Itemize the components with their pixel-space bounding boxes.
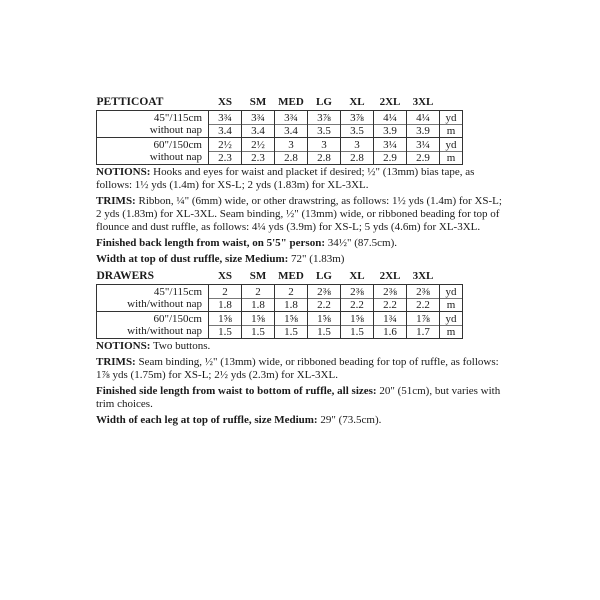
yardage-cell: 3¾ (275, 111, 308, 125)
yardage-cell: 1⅝ (308, 312, 341, 326)
size-header: SM (249, 270, 267, 282)
meter-cell: 3.4 (209, 125, 242, 138)
yardage-cell: 2⅜ (308, 285, 341, 299)
drawers-width (96, 414, 506, 427)
meter-cell: 2.8 (341, 152, 374, 165)
yardage-cell: 2 (209, 285, 242, 299)
size-header: MED (278, 270, 304, 282)
meter-cell: 1.7 (407, 326, 440, 339)
meter-cell: 2.9 (374, 152, 407, 165)
size-header: LG (316, 270, 332, 282)
trims-label: TRIMS: (96, 356, 136, 368)
width-label: Width of each leg at top of ruffle, size Medium: (96, 414, 318, 426)
fabric-width-label: 45"/115cm (97, 285, 209, 299)
length-text: 34½" (87.5cm). (324, 237, 397, 249)
meter-cell: 1.8 (209, 299, 242, 312)
yardage-cell: 1⅝ (341, 312, 374, 326)
yardage-cell: 3¾ (242, 111, 275, 125)
table-row (97, 152, 463, 165)
length-label: Finished back length from waist, on 5'5" person: (96, 237, 325, 249)
yardage-cell: 2⅜ (341, 285, 374, 299)
meter-cell: 2.3 (242, 152, 275, 165)
meter-cell: 2.2 (374, 299, 407, 312)
notions-label: NOTIONS: (96, 166, 151, 178)
fabric-width-label: 60"/150cm (97, 138, 209, 152)
notions-text: Hooks and eyes for waist and placket if desired; ½" (13mm) bias tape, as follows: 1½ yds (1.4m) for XS-L; 2 yds (1.83m) for XL-3XL. (96, 166, 475, 191)
yardage-cell: 1¾ (374, 312, 407, 326)
yardage-cell: 4¼ (407, 111, 440, 125)
trims-text: Seam binding, ½" (13mm) wide, or ribboned beading for top of ruffle, as follows: 1⅞ yds (1.75m) for XS-L; 2½ yds (2.3m) for XL-3XL. (96, 356, 499, 381)
drawers-title: DRAWERS (96, 270, 155, 282)
size-header: 2XL (379, 270, 401, 282)
table-row (97, 125, 463, 138)
fabric-width-label: 45"/115cm (97, 111, 209, 125)
unit-label: yd (440, 111, 463, 125)
petticoat-trims (96, 195, 506, 234)
meter-cell: 3.4 (275, 125, 308, 138)
trims-label: TRIMS: (96, 195, 136, 207)
nap-label: with/without nap (97, 299, 209, 312)
drawers-notions (96, 340, 506, 353)
drawers-length (96, 385, 506, 411)
drawers-trims (96, 356, 506, 382)
unit-label: m (440, 152, 463, 165)
fabric-width-label: 60"/150cm (97, 312, 209, 326)
length-text: 20" (51cm), but varies with trim choices. (96, 385, 501, 410)
petticoat-table (96, 95, 463, 165)
meter-cell: 2.2 (407, 299, 440, 312)
nap-label: without nap (97, 125, 209, 138)
meter-cell: 2.8 (275, 152, 308, 165)
size-header: XS (217, 96, 233, 108)
yardage-cell: 1⅝ (209, 312, 242, 326)
yardage-cell: 3⅞ (341, 111, 374, 125)
nap-label: with/without nap (97, 326, 209, 339)
meter-cell: 1.5 (341, 326, 374, 339)
size-header: XS (217, 270, 233, 282)
table-row (97, 312, 463, 326)
table-row (97, 111, 463, 125)
meter-cell: 1.5 (308, 326, 341, 339)
meter-cell: 2.2 (308, 299, 341, 312)
size-header: LG (316, 96, 332, 108)
meter-cell: 1.8 (242, 299, 275, 312)
petticoat-width (96, 253, 506, 266)
yardage-cell: 3¼ (374, 138, 407, 152)
unit-label: yd (440, 138, 463, 152)
petticoat-length (96, 237, 506, 250)
meter-cell: 3.5 (341, 125, 374, 138)
yardage-cell: 3⅞ (308, 111, 341, 125)
table-row (97, 326, 463, 339)
meter-cell: 2.3 (209, 152, 242, 165)
meter-cell: 1.8 (275, 299, 308, 312)
petticoat-title: PETTICOAT (96, 96, 164, 108)
table-row (97, 299, 463, 312)
size-header: SM (249, 96, 267, 108)
yardage-cell: 1⅝ (275, 312, 308, 326)
petticoat-header-row (97, 95, 463, 111)
yardage-cell: 4¼ (374, 111, 407, 125)
unit-label: m (440, 125, 463, 138)
width-text: 72" (1.83m) (288, 253, 345, 265)
table-row (97, 138, 463, 152)
yardage-cell: 1⅝ (242, 312, 275, 326)
yardage-cell: 3 (308, 138, 341, 152)
unit-label: yd (440, 285, 463, 299)
yardage-cell: 3 (341, 138, 374, 152)
table-row (97, 285, 463, 299)
length-label: Finished side length from waist to bottom of ruffle, all sizes: (96, 385, 377, 397)
drawers-table (96, 269, 463, 339)
unit-label: m (440, 326, 463, 339)
meter-cell: 1.5 (275, 326, 308, 339)
yardage-cell: 1⅞ (407, 312, 440, 326)
meter-cell: 2.8 (308, 152, 341, 165)
nap-label: without nap (97, 152, 209, 165)
meter-cell: 3.9 (374, 125, 407, 138)
meter-cell: 3.9 (407, 125, 440, 138)
size-header: XL (349, 270, 365, 282)
unit-label: m (440, 299, 463, 312)
yardage-cell: 2⅜ (407, 285, 440, 299)
width-text: 29" (73.5cm). (317, 414, 382, 426)
meter-cell: 2.2 (341, 299, 374, 312)
yardage-cell: 2 (275, 285, 308, 299)
yardage-cell: 2⅜ (374, 285, 407, 299)
unit-label: yd (440, 312, 463, 326)
size-header: 3XL (412, 270, 434, 282)
meter-cell: 1.6 (374, 326, 407, 339)
meter-cell: 1.5 (209, 326, 242, 339)
meter-cell: 1.5 (242, 326, 275, 339)
yardage-cell: 3¼ (407, 138, 440, 152)
yardage-cell: 3¾ (209, 111, 242, 125)
meter-cell: 3.5 (308, 125, 341, 138)
size-header: 3XL (412, 96, 434, 108)
yardage-cell: 2½ (209, 138, 242, 152)
notions-text: Two buttons. (150, 340, 211, 352)
yardage-cell: 2½ (242, 138, 275, 152)
meter-cell: 3.4 (242, 125, 275, 138)
size-header: MED (278, 96, 304, 108)
petticoat-notions (96, 166, 506, 192)
meter-cell: 2.9 (407, 152, 440, 165)
width-label: Width at top of dust ruffle, size Medium: (96, 253, 289, 265)
yardage-cell: 3 (275, 138, 308, 152)
notions-label: NOTIONS: (96, 340, 151, 352)
drawers-header-row (97, 269, 463, 285)
size-header: 2XL (379, 96, 401, 108)
trims-text: Ribbon, ¼" (6mm) wide, or other drawstring, as follows: 1½ yds (1.4m) for XS-L; 2 yds (1.83m) for XL-3XL. Seam binding, ½" (13mm) wide, or ribboned beading for top of flounce and dust ruffle, as follows: 4¼ yds (3.9m) for XS-L; 5 yds (4.6m) for XL-3XL. (96, 195, 502, 233)
yardage-cell: 2 (242, 285, 275, 299)
size-header: XL (349, 96, 365, 108)
yardage-document (96, 95, 506, 430)
